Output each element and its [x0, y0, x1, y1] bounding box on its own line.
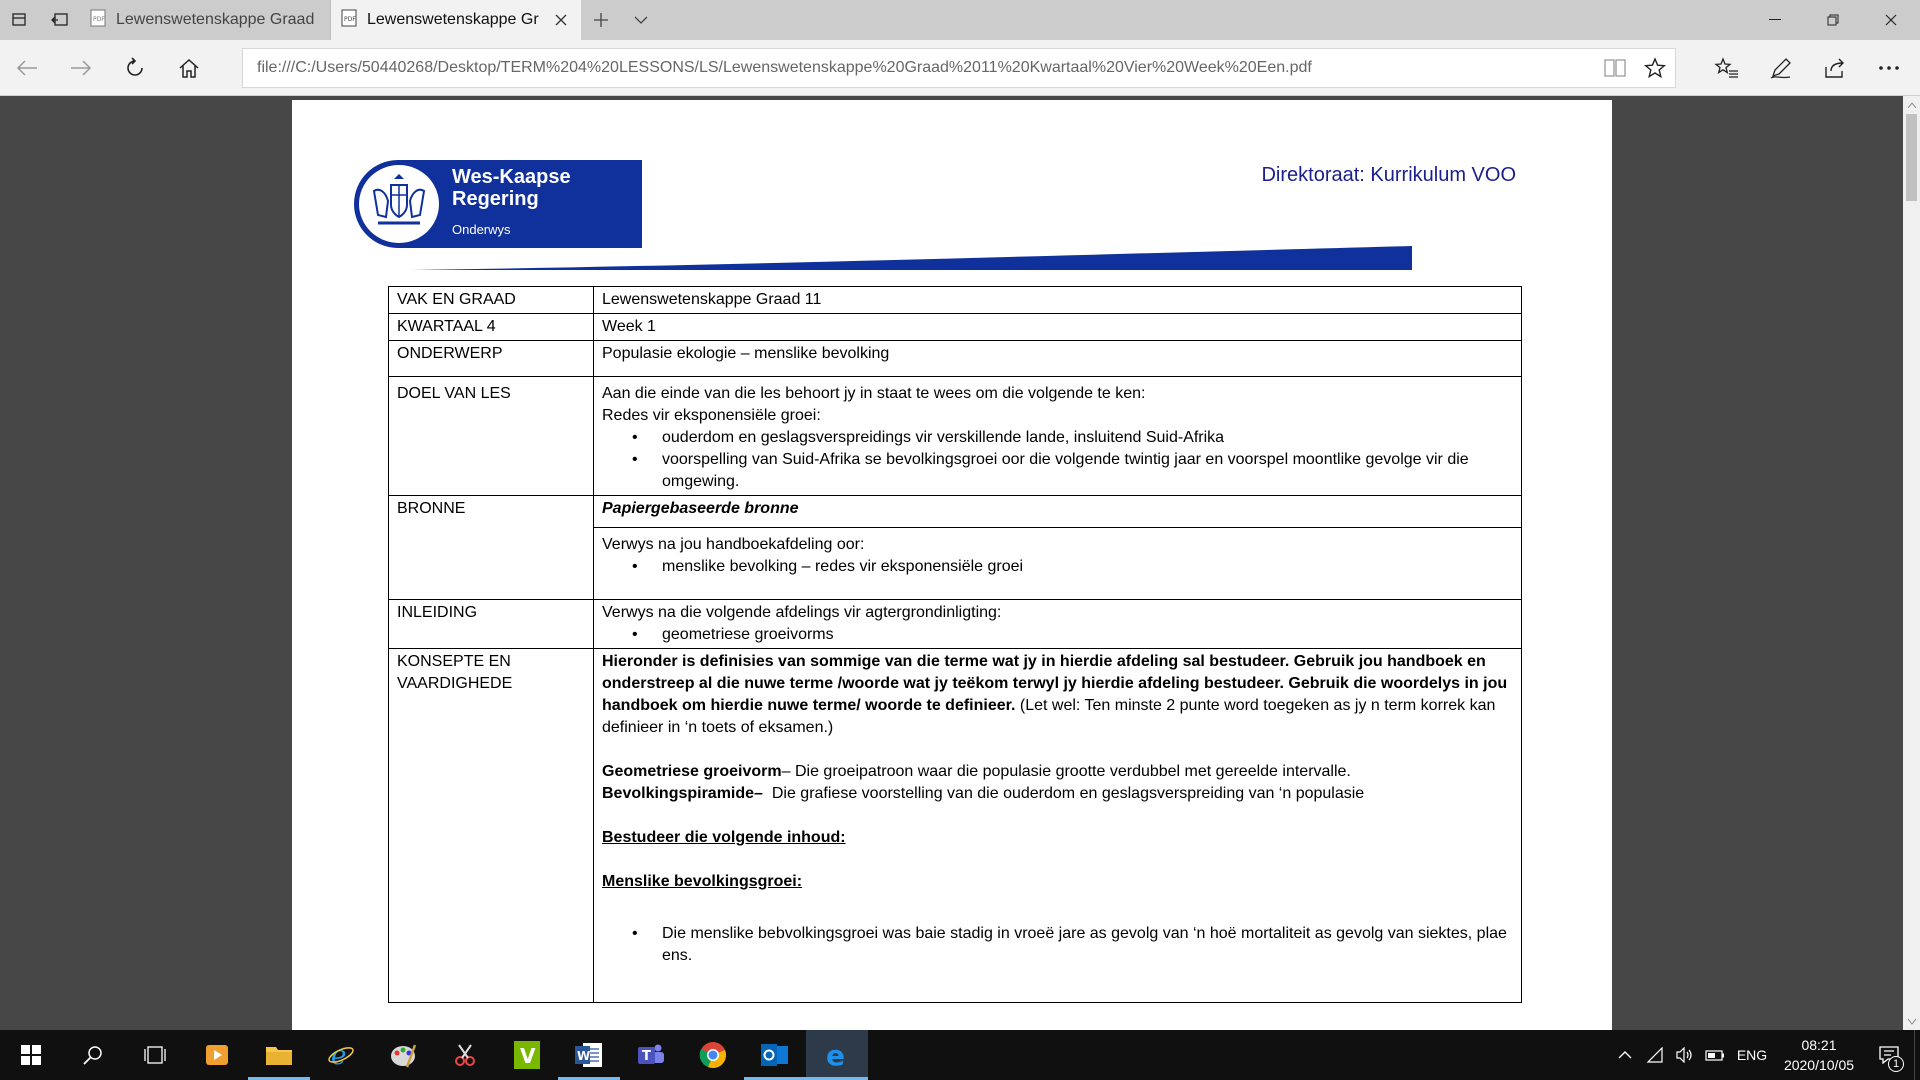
value-cell: Verwys na jou handboekafdeling oor: • menslike bevolking – redes vir eksponensiële groei: [594, 528, 1522, 600]
volume-icon[interactable]: [1670, 1030, 1700, 1080]
letterhead-swoosh: [412, 244, 1412, 272]
svg-text:V: V: [520, 1044, 536, 1068]
url-text[interactable]: file:///C:/Users/50440268/Desktop/TERM%204%20LESSONS/LS/Lewenswetenskappe%20Graad%2011%20Kwartaal%20Vier%20Week%20Een.pdf: [257, 59, 1312, 76]
new-tab-button[interactable]: [581, 0, 621, 40]
scroll-up-arrow-icon[interactable]: [1903, 96, 1920, 113]
table-row: [389, 314, 1522, 341]
label-cell: KONSEPTE EN VAARDIGHEDE: [389, 649, 594, 1003]
forward-button[interactable]: [54, 46, 108, 90]
notification-center-icon[interactable]: [1864, 1030, 1914, 1080]
paint-icon[interactable]: [372, 1030, 434, 1080]
veyon-icon[interactable]: [496, 1030, 558, 1080]
address-bar[interactable]: [242, 48, 1676, 88]
scroll-thumb[interactable]: [1906, 114, 1917, 201]
lesson-table: [388, 286, 1522, 1003]
back-button[interactable]: [0, 46, 54, 90]
notification-count: 1: [1888, 1056, 1904, 1072]
coat-of-arms-icon: [356, 162, 442, 246]
more-options-icon[interactable]: [1866, 46, 1912, 90]
minimize-button[interactable]: [1746, 0, 1804, 40]
value-cell: Hieronder is definisies van sommige van die terme wat jy in hierdie afdeling sal bestudeer. Gebruik jou handboek en onderstreep al die nuwe terme /woorde wat jy teëkom terwyl jy hierdie afdeling bestudeer. Gebruik die woordelys in jou handboek om hierdie nuwe terme/ woorde te definieer. (Let wel: Ten minste 2 punte word toegeken as jy n term korrek kan definieer in ‘n toets of eksamen.) Geometriese groeivorm– Die groeipatroon waar die populasie grootte verdubbel met gereelde intervalle. Bevolkingspiramide– Die grafiese voorstelling van die ouderdom en geslagsverspreiding van ‘n populasie Bestudeer die volgende inhoud: Menslike bevolkingsgroei: • Die menslike bebvolkingsgroei was baie stadig in vroeë jare as gevolg van ‘n hoë mortaliteit as gevolg van siektes, plae ens.: [594, 649, 1522, 1003]
pdf-icon: [90, 9, 106, 32]
vertical-scrollbar[interactable]: [1903, 96, 1920, 1030]
tab-lewenswetenskappe-2[interactable]: [331, 0, 581, 40]
network-icon[interactable]: [1640, 1030, 1670, 1080]
table-row: [389, 649, 1522, 1003]
taskbar: [0, 1030, 1920, 1080]
value-cell: Papiergebaseerde bronne: [594, 496, 1522, 528]
close-window-button[interactable]: [1862, 0, 1920, 40]
chevron-up-icon[interactable]: [1610, 1030, 1640, 1080]
tab-title: Lewenswetenskappe Gr: [367, 11, 539, 28]
battery-icon[interactable]: [1700, 1030, 1730, 1080]
value-cell: Verwys na die volgende afdelings vir agtergrondinligting: • geometriese groeivorms: [594, 600, 1522, 649]
pdf-page: [292, 100, 1612, 1030]
tabs-aside-icon[interactable]: [40, 0, 80, 40]
label-cell: DOEL VAN LES: [389, 377, 594, 496]
chevron-down-icon[interactable]: [621, 0, 661, 40]
favorite-star-icon[interactable]: [1635, 49, 1675, 87]
list-item: • geometriese groeivorms: [602, 624, 1513, 646]
pdf-icon: [341, 9, 357, 32]
start-windows-icon[interactable]: [0, 1030, 62, 1080]
word-icon[interactable]: [558, 1030, 620, 1080]
value-cell: Week 1: [594, 314, 1522, 341]
value-cell: Aan die einde van die les behoort jy in staat te wees om die volgende te ken: Redes vir eksponensiële groei: • ouderdom en geslagsverspreidings vir verskillende lande, insluitend Suid-Afrika • voorspelling van Suid-Afrika se bevolkingsgroei oor die volgende twintig jaar en voorspel moontlike gevolge vir die omgewing.: [594, 377, 1522, 496]
section-heading: Bestudeer die volgende inhoud:: [602, 829, 846, 846]
svg-text:T: T: [642, 1049, 651, 1064]
list-item: • menslike bevolking – redes vir eksponensiële groei: [602, 556, 1513, 578]
label-cell: VAK EN GRAAD: [389, 287, 594, 314]
window-controls: [1746, 0, 1920, 40]
navigation-bar: [0, 40, 1920, 96]
label-cell: KWARTAAL 4: [389, 314, 594, 341]
edge-icon[interactable]: [806, 1030, 868, 1080]
reading-view-icon[interactable]: [1595, 49, 1635, 87]
section-heading: Menslike bevolkingsgroei:: [602, 873, 803, 890]
outlook-icon[interactable]: [744, 1030, 806, 1080]
svg-text:e: e: [331, 1041, 347, 1069]
system-tray: [1610, 1030, 1920, 1080]
home-button[interactable]: [162, 46, 216, 90]
snipping-tool-icon[interactable]: [434, 1030, 496, 1080]
list-item: • voorspelling van Suid-Afrika se bevolkingsgroei oor die volgende twintig jaar en voorspel moontlike gevolge vir die omgewing.: [602, 449, 1513, 493]
language-indicator[interactable]: ENG: [1736, 1047, 1768, 1063]
org-name: Wes-Kaapse Regering: [452, 166, 571, 210]
clock[interactable]: 08:21 2020/10/05: [1783, 1037, 1855, 1073]
refresh-button[interactable]: [108, 46, 162, 90]
browser-tools: [1704, 46, 1912, 90]
pdf-viewer[interactable]: [0, 96, 1920, 1030]
share-icon[interactable]: [1812, 46, 1858, 90]
show-desktop-button[interactable]: [1914, 1030, 1920, 1080]
favorites-hub-icon[interactable]: [1704, 46, 1750, 90]
chrome-icon[interactable]: [682, 1030, 744, 1080]
list-item: • Die menslike bebvolkingsgroei was baie stadig in vroeë jare as gevolg van ‘n hoë mortaliteit as gevolg van siektes, plae ens.: [602, 923, 1513, 967]
table-row: [389, 377, 1522, 496]
tab-title: Lewenswetenskappe Graad: [116, 11, 315, 28]
value-cell: Lewenswetenskappe Graad 11: [594, 287, 1522, 314]
value-cell: Populasie ekologie – menslike bevolking: [594, 341, 1522, 377]
internet-explorer-icon[interactable]: [310, 1030, 372, 1080]
close-tab-icon[interactable]: [551, 10, 571, 30]
svg-text:PDF: PDF: [344, 15, 356, 23]
tab-lewenswetenskappe-1[interactable]: [80, 0, 330, 40]
scroll-down-arrow-icon[interactable]: [1903, 1013, 1920, 1030]
search-icon[interactable]: [62, 1030, 124, 1080]
teams-icon[interactable]: [620, 1030, 682, 1080]
list-item: • ouderdom en geslagsverspreidings vir verskillende lande, insluitend Suid-Afrika: [602, 427, 1513, 449]
file-explorer-icon[interactable]: [248, 1030, 310, 1080]
task-view-icon[interactable]: [124, 1030, 186, 1080]
label-cell: ONDERWERP: [389, 341, 594, 377]
pen-icon[interactable]: [1758, 46, 1804, 90]
restore-button[interactable]: [1804, 0, 1862, 40]
department-name: Onderwys: [452, 222, 511, 237]
svg-text:W: W: [577, 1049, 591, 1063]
media-player-icon[interactable]: [186, 1030, 248, 1080]
table-row: [389, 496, 1522, 528]
table-row: [389, 287, 1522, 314]
wcg-logo: [354, 160, 642, 248]
tab-strip: [0, 0, 1920, 40]
svg-text:e: e: [826, 1041, 845, 1069]
table-row: [389, 600, 1522, 649]
label-cell: BRONNE: [389, 496, 594, 600]
label-cell: INLEIDING: [389, 600, 594, 649]
directorate-title: Direktoraat: Kurrikulum VOO: [1261, 164, 1516, 186]
tab-manager-icon[interactable]: [0, 0, 40, 40]
svg-text:PDF: PDF: [93, 15, 105, 23]
table-row: [389, 341, 1522, 377]
